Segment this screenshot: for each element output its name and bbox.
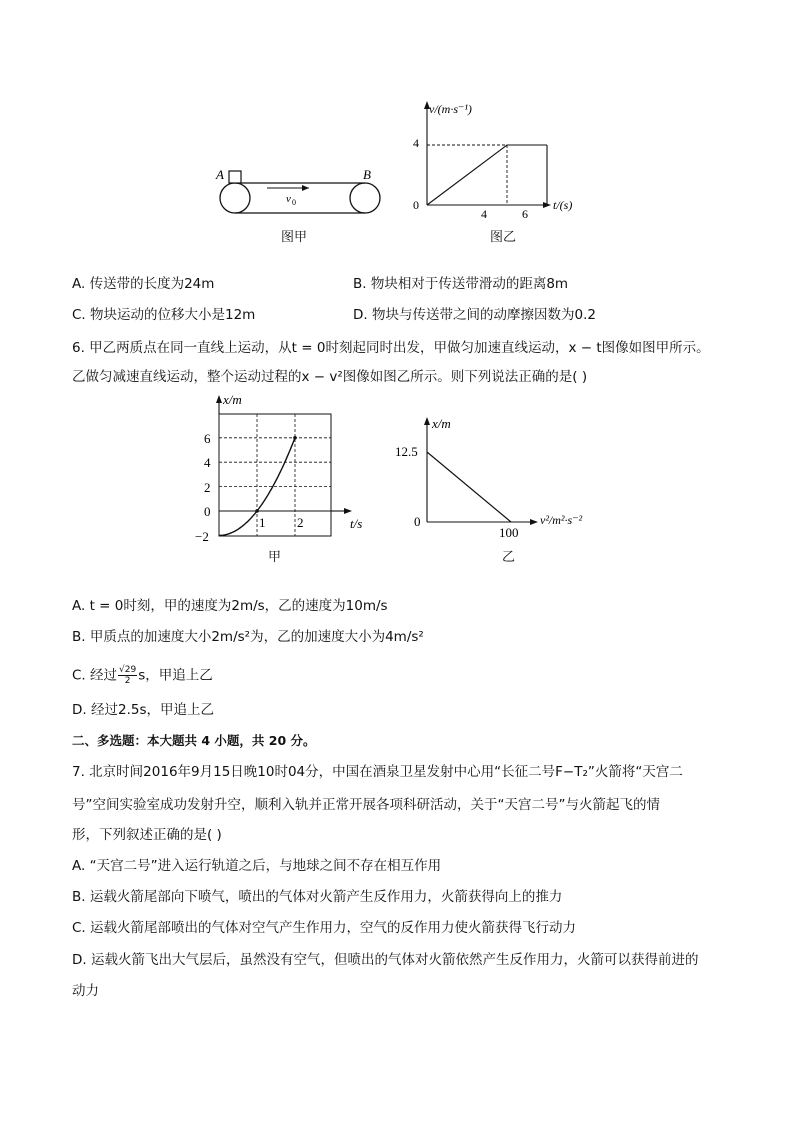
q6-option-c xyxy=(72,665,213,686)
vt-graph xyxy=(408,95,588,220)
section-2-heading: 二、多选题：本大题共 4 小题，共 20 分。 xyxy=(72,733,316,748)
xt-xtick-2: 2 xyxy=(297,515,304,530)
q7-option-d-line1: D. 运载火箭飞出大气层后，虽然没有空气，但喷出的气体对火箭依然产生反作用力，火箭可以获得前进的 xyxy=(72,952,699,968)
xt-frame xyxy=(219,414,331,536)
q6-option-c-post: s，甲追上乙 xyxy=(138,667,213,684)
xt-y-arrow xyxy=(216,395,222,403)
vt-xlabel: t/(s) xyxy=(553,198,573,212)
q7-option-b: B. 运载火箭尾部向下喷气，喷出的气体对火箭产生反作用力，火箭获得向上的推力 xyxy=(72,889,563,905)
vt-xtick-4: 4 xyxy=(481,207,487,221)
q6-option-d: D. 经过2.5s，甲追上乙 xyxy=(72,702,214,718)
xv2-origin: 0 xyxy=(414,514,421,529)
label-v-sub: 0 xyxy=(292,198,296,207)
xt-x-arrow xyxy=(344,508,352,514)
xt-ylabel: x/m xyxy=(223,392,242,407)
xt-ytick-4: 4 xyxy=(204,455,211,470)
xt-point-2 xyxy=(293,436,297,440)
xv2-series-line xyxy=(427,452,511,522)
q6-option-c-fraction xyxy=(118,665,137,686)
q5-option-c: C. 物块运动的位移大小是12m xyxy=(72,307,256,323)
xt-ytick-2: 2 xyxy=(204,480,211,495)
vt-series-line xyxy=(427,145,547,205)
xt-xtick-1: 1 xyxy=(259,515,266,530)
label-v: v xyxy=(286,193,291,205)
fig6-caption-yi: 乙 xyxy=(502,550,516,565)
xt-ytick-0: 0 xyxy=(204,504,211,519)
q6-stem-line2: 乙做匀减速直线运动，整个运动过程的x − v²图像如图乙所示。则下列说法正确的是( ) xyxy=(72,369,588,385)
q7-option-d-line2: 动力 xyxy=(72,983,99,999)
q5-option-b: B. 物块相对于传送带滑动的距离8m xyxy=(353,276,569,292)
q7-option-c: C. 运载火箭尾部喷出的气体对空气产生作用力，空气的反作用力使火箭获得飞行动力 xyxy=(72,920,577,936)
vt-ylabel: v/(m·s⁻¹) xyxy=(429,102,472,116)
xt-xlabel: t/s xyxy=(350,516,363,531)
fig5-caption-yi: 图乙 xyxy=(490,230,517,245)
q5-option-a: A. 传送带的长度为24m xyxy=(72,276,215,292)
xv2-y-arrow xyxy=(424,417,430,425)
xt-ytick-6: 6 xyxy=(204,431,211,446)
q6-option-c-numerator: √29 xyxy=(119,665,137,675)
q6-option-a: A. t = 0时刻，甲的速度为2m/s，乙的速度为10m/s xyxy=(72,598,388,614)
label-a: A xyxy=(216,167,224,182)
velocity-arrowhead xyxy=(302,185,309,191)
vt-origin: 0 xyxy=(413,198,419,212)
q7-stem-line3: 形，下列叙述正确的是( ) xyxy=(72,827,222,843)
q7-option-a: A. “天宫二号”进入运行轨道之后，与地球之间不存在相互作用 xyxy=(72,858,442,874)
xv2-xtick: 100 xyxy=(499,525,519,540)
label-b: B xyxy=(363,167,371,182)
xv2-ylabel: x/m xyxy=(432,416,451,431)
q5-option-d: D. 物块与传送带之间的动摩擦因数为0.2 xyxy=(353,307,596,323)
left-pulley xyxy=(220,183,250,213)
xt-point-1 xyxy=(255,509,259,513)
right-pulley xyxy=(350,183,380,213)
xv2-x-arrow xyxy=(530,519,538,525)
vt-ytick-4: 4 xyxy=(413,136,419,150)
q7-stem-line1: 7. 北京时间2016年9月15日晚10时04分，中国在酒泉卫星发射中心用“长征二号F−T₂”火箭将“天宫二 xyxy=(72,764,683,780)
q6-option-c-denominator: 2 xyxy=(124,676,131,686)
q6-option-c-pre: C. 经过 xyxy=(72,667,118,684)
conveyor-belt-figure xyxy=(205,160,385,220)
vt-xtick-6: 6 xyxy=(522,207,528,221)
q7-stem-line2: 号”空间实验室成功发射升空，顺利入轨并正常开展各项科研活动，关于“天宫二号”与火箭起飞的情 xyxy=(72,797,660,813)
fig6-caption-jia: 甲 xyxy=(268,550,282,565)
xt-graph-jia xyxy=(190,392,375,542)
q6-option-b: B. 甲质点的加速度大小2m/s²为，乙的加速度大小为4m/s² xyxy=(72,629,424,645)
block xyxy=(229,171,241,183)
xv2-xlabel: v²/m²·s⁻² xyxy=(540,513,583,527)
q6-stem-line1: 6. 甲乙两质点在同一直线上运动，从t = 0时刻起同时出发，甲做匀加速直线运动，x − t图像如图甲所示。 xyxy=(72,340,710,356)
xv2-graph-yi xyxy=(392,410,607,540)
xv2-ytick: 12.5 xyxy=(395,444,418,459)
xt-ytick-neg2: −2 xyxy=(195,529,209,544)
fig5-caption-jia: 图甲 xyxy=(281,230,308,245)
